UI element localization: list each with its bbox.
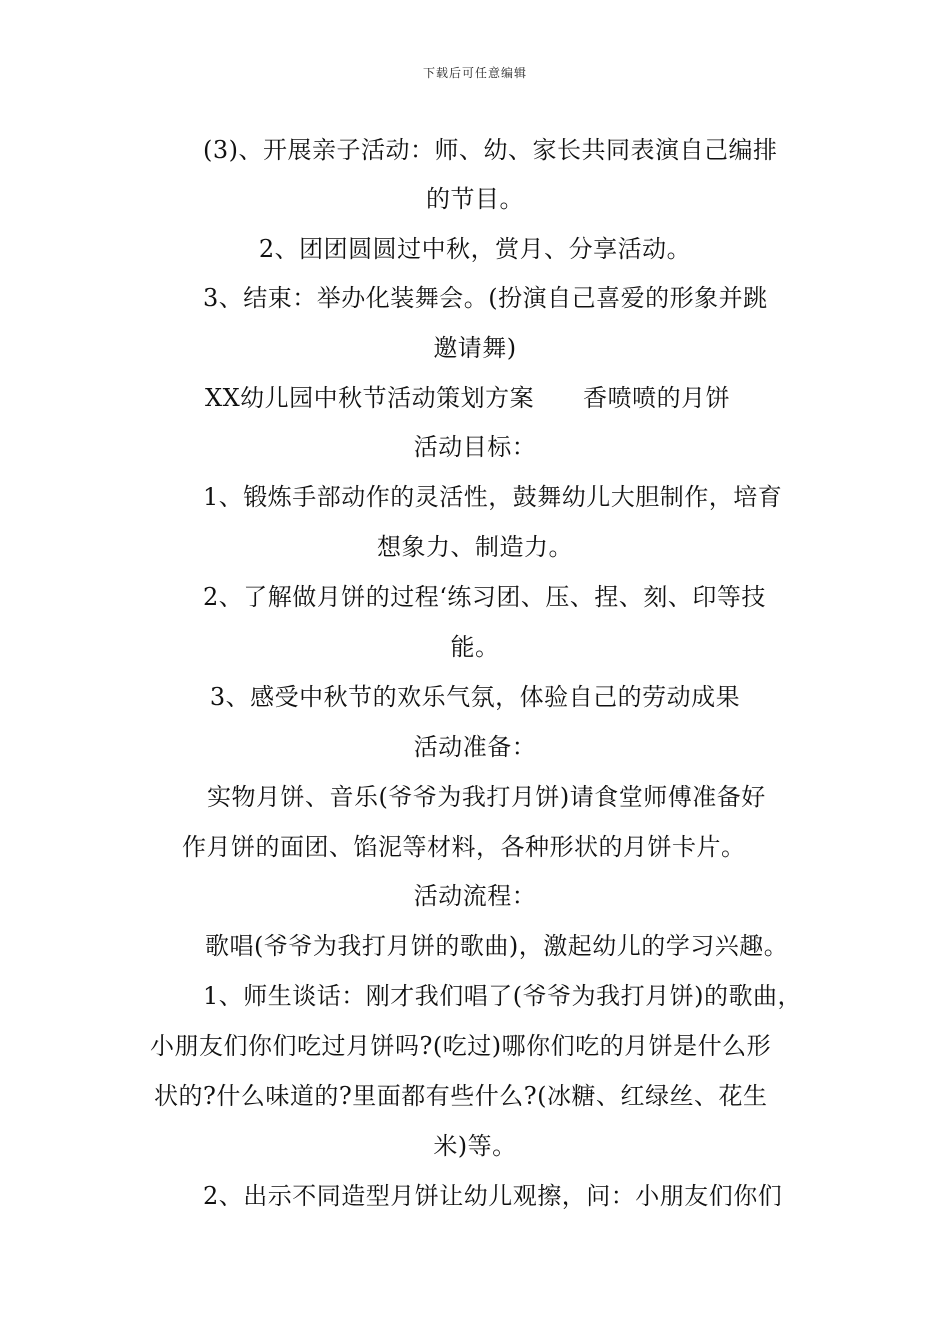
text-line: 实物月饼、音乐(爷爷为我打月饼)请食堂师傅准备好: [207, 783, 766, 811]
text-line: 1、锻炼手部动作的灵活性，鼓舞幼儿大胆制作，培育: [203, 483, 783, 511]
text-line: 1、师生谈话：刚才我们唱了(爷爷为我打月饼)的歌曲，: [203, 982, 802, 1010]
section-heading: 活动目标：: [413, 433, 537, 461]
text-line: 3、结束：举办化装舞会。(扮演自己喜爱的形象并跳: [203, 284, 768, 312]
text-line: (3)、开展亲子活动：师、幼、家长共同表演自己编排: [203, 136, 778, 164]
text-line: 能。: [450, 633, 500, 661]
page-header: 下载后可任意编辑: [422, 66, 527, 80]
text-line: 米)等。: [433, 1132, 517, 1160]
text-line: 的节目。: [426, 185, 524, 213]
section-heading: 活动流程：: [413, 882, 537, 910]
text-line: 2、团团圆圆过中秋，赏月、分享活动。: [258, 235, 692, 263]
section-title: XX幼儿园中秋节活动策划方案 香喷喷的月饼: [205, 384, 731, 412]
text-line: 3、感受中秋节的欢乐气氛，体验自己的劳动成果: [209, 683, 741, 711]
text-line: 作月饼的面团、馅泥等材料，各种形状的月饼卡片。: [182, 833, 746, 861]
text-line: 状的?什么味道的?里面都有些什么?(冰糖、红绿丝、花生: [154, 1082, 768, 1110]
text-line: 2、出示不同造型月饼让幼儿观擦，问：小朋友们你们: [203, 1182, 783, 1210]
text-line: 想象力、制造力。: [377, 533, 573, 561]
text-line: 小朋友们你们吃过月饼吗?(吃过)哪你们吃的月饼是什么形: [150, 1032, 772, 1060]
text-line: 2、了解做月饼的过程‘练习团、压、捏、刻、印等技: [203, 583, 766, 611]
text-line: 歌唱(爷爷为我打月饼的歌曲)，激起幼儿的学习兴趣。: [205, 932, 789, 960]
text-line: 邀请舞): [433, 334, 517, 362]
section-heading: 活动准备：: [413, 733, 537, 761]
